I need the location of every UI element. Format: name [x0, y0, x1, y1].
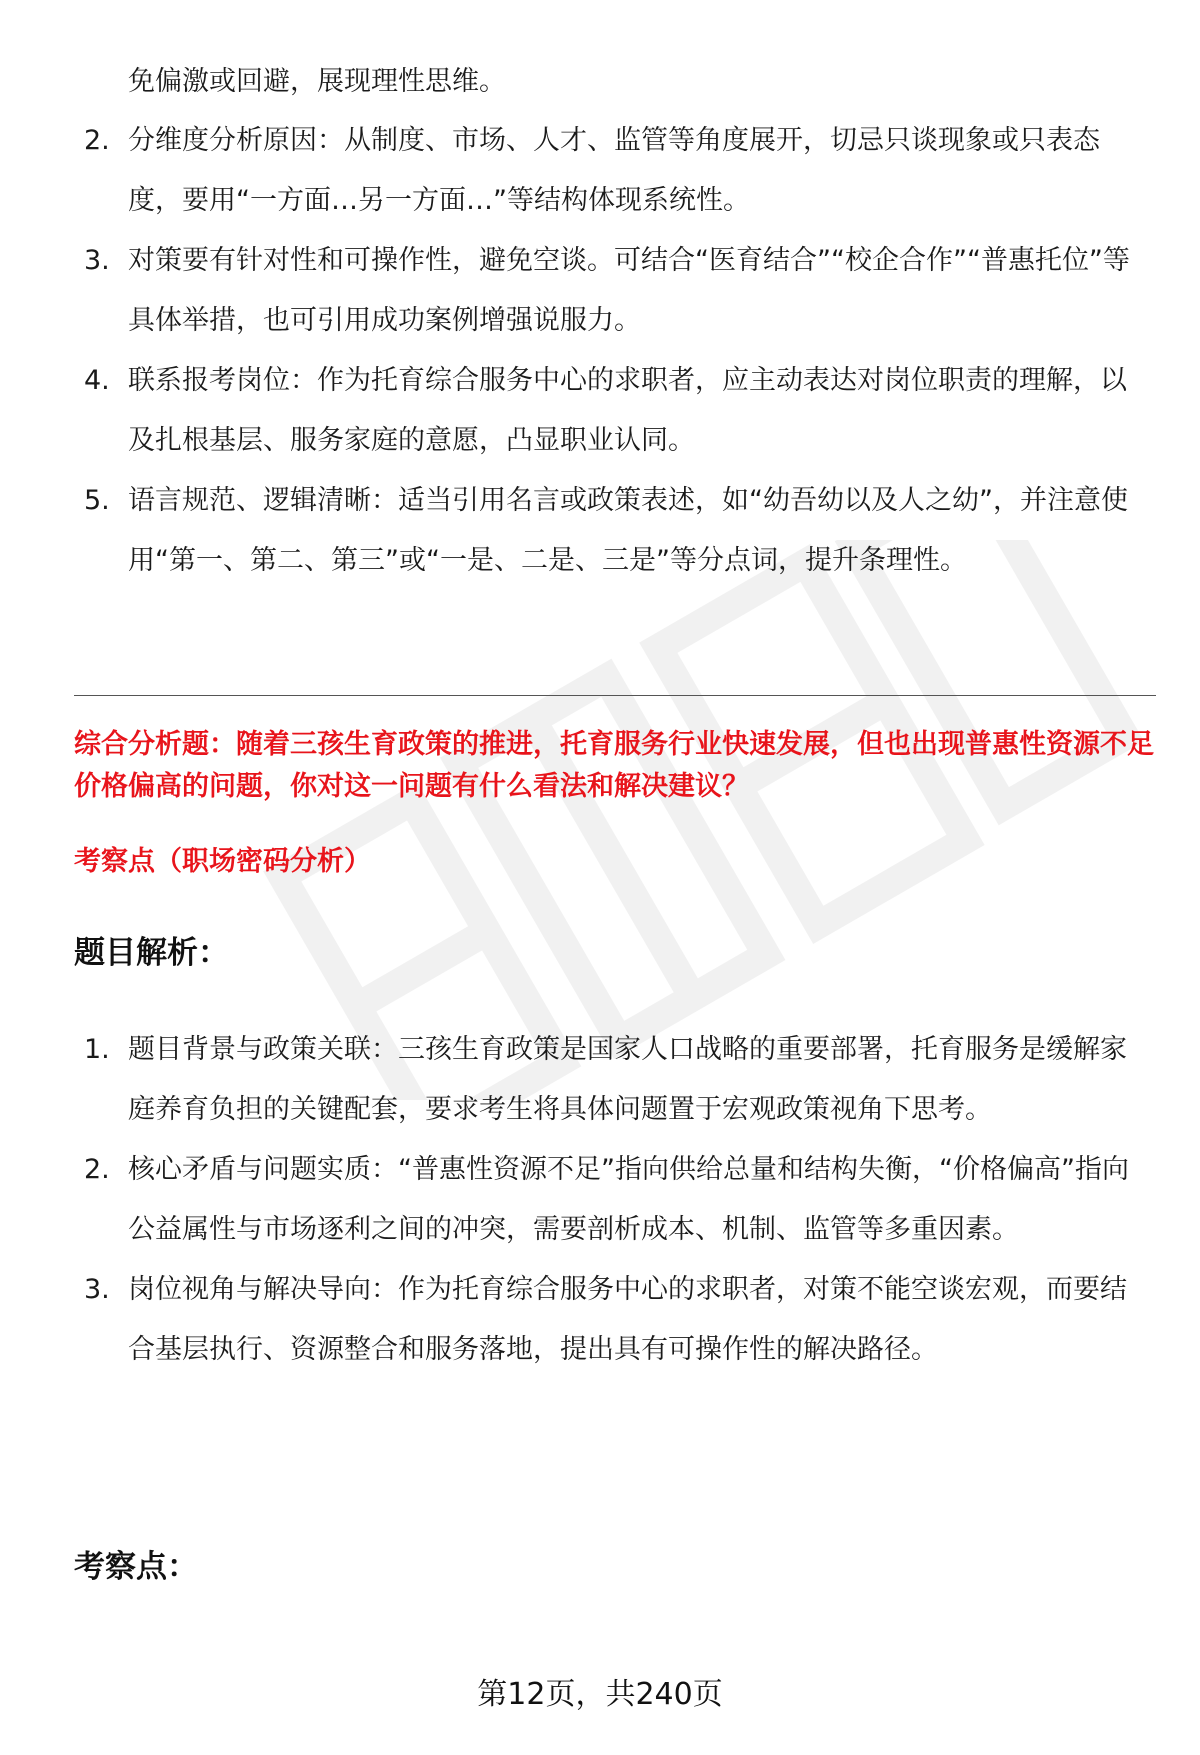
- list-number: 2.: [84, 125, 110, 156]
- list-item-text: 对策要有针对性和可操作性，避免空谈。可结合“医育结合”“校企合作”“普惠托位”等具体举措，也可引用成功案例增强说服力。: [128, 245, 1130, 336]
- list-item-text: 联系报考岗位：作为托育综合服务中心的求职者，应主动表达对岗位职责的理解，以及扎根基层、服务家庭的意愿，凸显职业认同。: [128, 365, 1127, 456]
- list-item: [0, 111, 1200, 231]
- list-item: [0, 471, 1200, 591]
- analysis-list: [0, 1020, 1200, 1380]
- list-number: 4.: [84, 365, 110, 396]
- answer-tips-list: [0, 111, 1200, 591]
- question-title: 综合分析题：随着三孩生育政策的推进，托育服务行业快速发展，但也出现普惠性资源不足价格偏高的问题，你对这一问题有什么看法和解决建议？: [74, 729, 1154, 802]
- list-number: 3.: [84, 245, 110, 276]
- list-item: [0, 1260, 1200, 1380]
- page-number-footer: 第12页，共240页: [477, 1677, 723, 1712]
- list-number: 1.: [84, 1034, 110, 1065]
- exam-points-heading: 考察点：: [74, 1549, 198, 1585]
- list-number: 3.: [84, 1274, 110, 1305]
- list-item: [0, 1020, 1200, 1140]
- list-item-text: 核心矛盾与问题实质：“普惠性资源不足”指向供给总量和结构失衡，“价格偏高”指向公益属性与市场逐利之间的冲突，需要剖析成本、机制、监管等多重因素。: [128, 1154, 1129, 1245]
- list-number: 2.: [84, 1154, 110, 1185]
- list-item-text: 语言规范、逻辑清晰：适当引用名言或政策表述，如“幼吾幼以及人之幼”，并注意使用“第一、第二、第三”或“一是、二是、三是”等分点词，提升条理性。: [128, 485, 1128, 576]
- list-item: [0, 1140, 1200, 1260]
- analysis-heading: 题目解析：: [74, 935, 229, 971]
- watermark-graphic: [250, 540, 1150, 1100]
- list-number: 5.: [84, 485, 110, 516]
- list-item-text: 岗位视角与解决导向：作为托育综合服务中心的求职者，对策不能空谈宏观，而要结合基层执行、资源整合和服务落地，提出具有可操作性的解决路径。: [128, 1274, 1127, 1365]
- exam-point-heading: 考察点（职场密码分析）: [74, 846, 371, 877]
- list-item: [0, 231, 1200, 351]
- list-item-text: 题目背景与政策关联：三孩生育政策是国家人口战略的重要部署，托育服务是缓解家庭养育负担的关键配套，要求考生将具体问题置于宏观政策视角下思考。: [128, 1034, 1127, 1125]
- list-item-text: 分维度分析原因：从制度、市场、人才、监管等角度展开，切忌只谈现象或只表态度，要用“一方面…另一方面…”等结构体现系统性。: [128, 125, 1100, 216]
- list-item: [0, 351, 1200, 471]
- section-divider: [74, 695, 1156, 696]
- continuation-paragraph: 免偏激或回避，展现理性思维。: [128, 66, 506, 97]
